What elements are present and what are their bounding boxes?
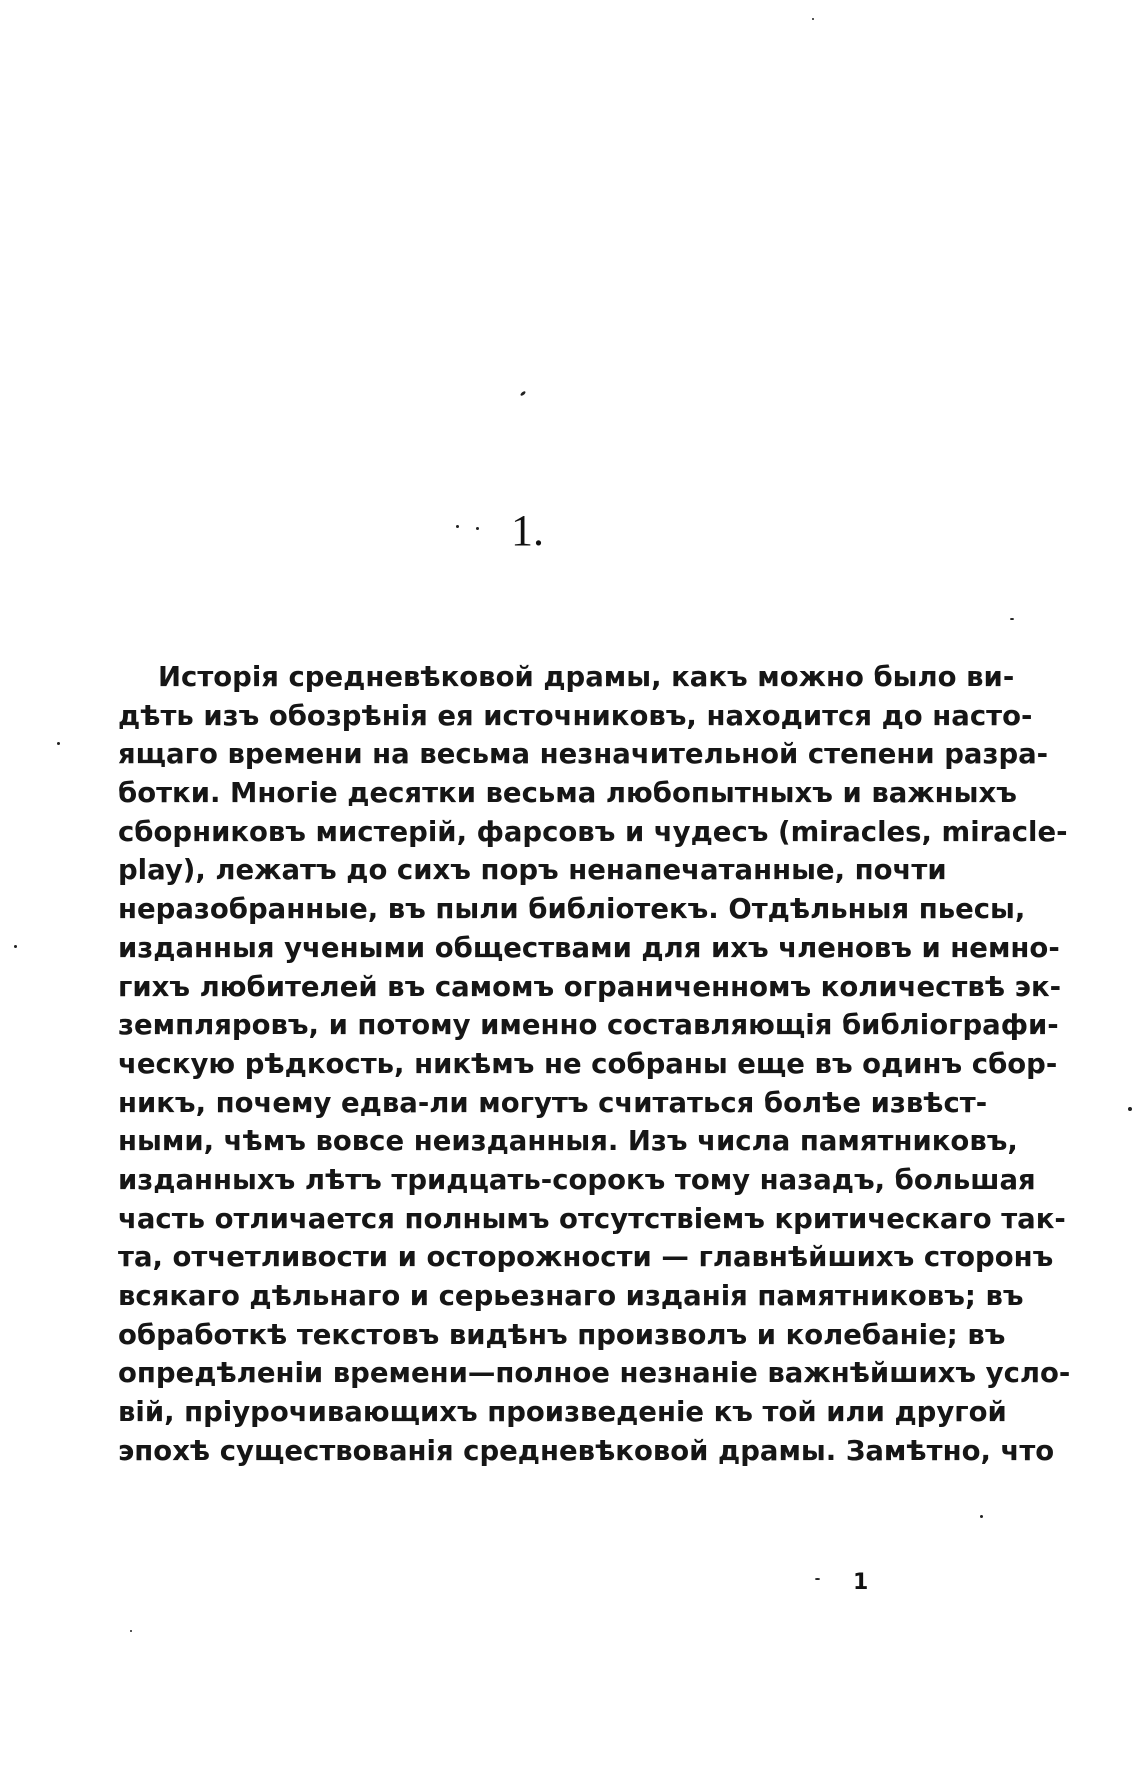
text-line: вій, пріурочивающихъ произведеніе къ той или другой xyxy=(118,1396,1007,1429)
ink-speck xyxy=(130,1630,132,1632)
text-line: эпохѣ существованія средневѣковой драмы. Замѣтно, что xyxy=(118,1434,1055,1467)
text-line: часть отличается полнымъ отсутствіемъ критическаго так- xyxy=(118,1202,1066,1235)
text-line: опредѣленіи времени—полное незнаніе важнѣйшихъ усло- xyxy=(118,1357,1071,1390)
text-line: изданныя учеными обществами для ихъ членовъ и немно- xyxy=(118,931,1060,964)
text-line: Исторія средневѣковой драмы, какъ можно было ви- xyxy=(158,661,1015,693)
ink-speck xyxy=(520,390,527,396)
ink-speck xyxy=(980,1515,983,1518)
text-line: всякаго дѣльнаго и серьезнаго изданія памятниковъ; въ xyxy=(118,1280,1024,1312)
text-line: гихъ любителей въ самомъ ограниченномъ количествѣ эк- xyxy=(118,970,1062,1003)
ink-speck xyxy=(1010,618,1014,620)
text-line: дѣть изъ обозрѣнія ея источниковъ, находится до насто- xyxy=(118,699,1033,732)
section-number: 1. xyxy=(511,506,544,555)
text-line: ботки. Многіе десятки весьма любопытныхъ и важныхъ xyxy=(118,777,1017,810)
signature-mark: 1 xyxy=(853,1570,869,1595)
text-line: та, отчетливости и осторожности — главнѣйшихъ сторонъ xyxy=(118,1241,1054,1274)
ink-speck xyxy=(57,742,60,745)
text-line: земпляровъ, и потому именно составляющія библіографи- xyxy=(118,1009,1059,1042)
ink-speck xyxy=(812,18,814,20)
text-line: ческую рѣдкость, никѣмъ не собраны еще въ одинъ сбор- xyxy=(118,1047,1058,1080)
text-line: неразобранные, въ пыли библіотекъ. Отдѣльныя пьесы, xyxy=(118,893,1026,926)
ink-speck xyxy=(456,525,459,528)
body-paragraph xyxy=(118,658,1071,1470)
text-line: сборниковъ мистерій, фарсовъ и чудесъ (miracles, miracle- xyxy=(118,815,1068,848)
text-line: никъ, почему едва-ли могутъ считаться болѣе извѣст- xyxy=(118,1086,988,1119)
text-line: изданныхъ лѣтъ тридцать-сорокъ тому назадъ, большая xyxy=(118,1163,1036,1196)
ink-speck xyxy=(476,527,479,530)
text-line: ными, чѣмъ вовсе неизданныя. Изъ числа памятниковъ, xyxy=(118,1125,1018,1158)
text-line: ящаго времени на весьма незначительной степени разра- xyxy=(118,738,1049,771)
text-line: обработкѣ текстовъ видѣнъ произволъ и колебаніе; въ xyxy=(118,1318,1006,1351)
ink-speck xyxy=(14,945,17,948)
ink-speck xyxy=(815,1578,820,1580)
ink-speck xyxy=(1128,1107,1132,1111)
text-line: play), лежатъ до сихъ поръ ненапечатанные, почти xyxy=(118,854,947,887)
